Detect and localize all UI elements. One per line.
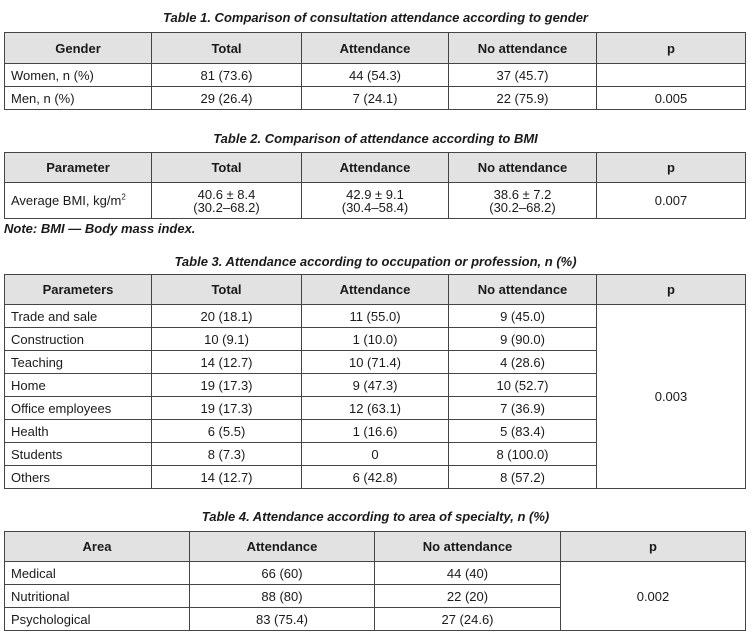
cell-attendance [302,183,449,219]
table3-header-row [5,275,746,305]
cell-no-attendance: 5 (83.4) [449,420,597,443]
table3-header-parameters: Parameters [5,275,152,305]
table1-header-p: p [597,33,746,64]
row-label: Medical [5,562,190,585]
cell-attendance: 7 (24.1) [302,87,449,110]
table2-header-no-attendance: No attendance [449,153,597,183]
table3-header-no-attendance: No attendance [449,275,597,305]
table3-header-attendance: Attendance [302,275,449,305]
table2-header-p: p [597,153,746,183]
table1 [4,32,746,110]
cell-attendance: 9 (47.3) [302,374,449,397]
row-label: Trade and sale [5,305,152,328]
total-range: (30.2–68.2) [193,199,260,215]
table3-header-p: p [597,275,746,305]
table4-header-p: p [561,532,746,562]
attendance-mean: 42.9 ± 9.1 [346,186,404,202]
table2-caption: Table 2. Comparison of attendance according to BMI [213,131,538,146]
cell-no-attendance: 9 (90.0) [449,328,597,351]
cell-total: 81 (73.6) [152,64,302,87]
cell-no-attendance: 9 (45.0) [449,305,597,328]
no-attendance-mean: 38.6 ± 7.2 [493,186,552,202]
table2 [4,152,746,219]
cell-attendance: 66 (60) [190,562,375,585]
cell-attendance: 44 (54.3) [302,64,449,87]
cell-no-attendance: 7 (36.9) [449,397,597,420]
row-label: Construction [5,328,152,351]
table3-caption: Table 3. Attendance according to occupation or profession, n (%) [174,254,577,269]
cell-attendance: 6 (42.8) [302,466,449,489]
cell-no-attendance: 22 (75.9) [449,87,597,110]
table1-caption: Table 1. Comparison of consultation attendance according to gender [163,10,588,25]
row-label: Teaching [5,351,152,374]
cell-no-attendance: 10 (52.7) [449,374,597,397]
row-label: Psychological [5,608,190,631]
table4-caption: Table 4. Attendance according to area of specialty, n (%) [201,509,550,524]
table1-header-row [5,33,746,64]
total-mean: 40.6 ± 8.4 [197,186,256,202]
cell-attendance: 10 (71.4) [302,351,449,374]
table1-header-attendance: Attendance [302,33,449,64]
table4-header-row [5,532,746,562]
cell-total: 14 (12.7) [152,351,302,374]
table1-header-no-attendance: No attendance [449,33,597,64]
table3-header-total: Total [152,275,302,305]
table-row [5,562,746,585]
cell-total: 10 (9.1) [152,328,302,351]
cell-attendance: 88 (80) [190,585,375,608]
cell-no-attendance: 8 (100.0) [449,443,597,466]
cell-total [152,183,302,219]
cell-attendance: 11 (55.0) [302,305,449,328]
table4-header-area: Area [5,532,190,562]
row-label: Home [5,374,152,397]
cell-no-attendance: 37 (45.7) [449,64,597,87]
cell-no-attendance [449,183,597,219]
cell-p: 0.003 [597,305,746,489]
row-label: Health [5,420,152,443]
table4-header-attendance: Attendance [190,532,375,562]
table2-header-row [5,153,746,183]
cell-p: 0.002 [561,562,746,631]
cell-no-attendance: 27 (24.6) [375,608,561,631]
cell-total: 29 (26.4) [152,87,302,110]
cell-attendance: 0 [302,443,449,466]
cell-total: 8 (7.3) [152,443,302,466]
row-label: Men, n (%) [5,87,152,110]
table-row [5,64,746,87]
cell-p [597,64,746,87]
row-label: Nutritional [5,585,190,608]
row-label: Office employees [5,397,152,420]
cell-attendance: 12 (63.1) [302,397,449,420]
row-label: Students [5,443,152,466]
cell-no-attendance: 44 (40) [375,562,561,585]
table-row [5,87,746,110]
table-row [5,305,746,328]
table4-header-no-attendance: No attendance [375,532,561,562]
row-label: Others [5,466,152,489]
table2-header-parameter: Parameter [5,153,152,183]
cell-attendance: 1 (16.6) [302,420,449,443]
cell-no-attendance: 4 (28.6) [449,351,597,374]
table1-header-gender: Gender [5,33,152,64]
attendance-range: (30.4–58.4) [341,199,409,215]
cell-total: 19 (17.3) [152,397,302,420]
table1-header-total: Total [152,33,302,64]
bmi-label-superscript: 2 [121,192,126,202]
table2-header-total: Total [152,153,302,183]
table2-header-attendance: Attendance [302,153,449,183]
cell-attendance: 83 (75.4) [190,608,375,631]
cell-total: 14 (12.7) [152,466,302,489]
cell-total: 6 (5.5) [152,420,302,443]
table4 [4,531,746,631]
bmi-label: Average BMI, kg/m [11,193,122,208]
table2-note: Note: BMI — Body mass index. [4,221,196,236]
cell-p: 0.005 [597,87,746,110]
no-attendance-range: (30.2–68.2) [489,199,556,215]
cell-attendance: 1 (10.0) [302,328,449,351]
table-row [5,183,746,219]
table3 [4,274,746,489]
cell-total: 19 (17.3) [152,374,302,397]
cell-p: 0.007 [597,183,746,219]
cell-total: 20 (18.1) [152,305,302,328]
row-label [5,183,152,219]
cell-no-attendance: 8 (57.2) [449,466,597,489]
row-label: Women, n (%) [5,64,152,87]
cell-no-attendance: 22 (20) [375,585,561,608]
